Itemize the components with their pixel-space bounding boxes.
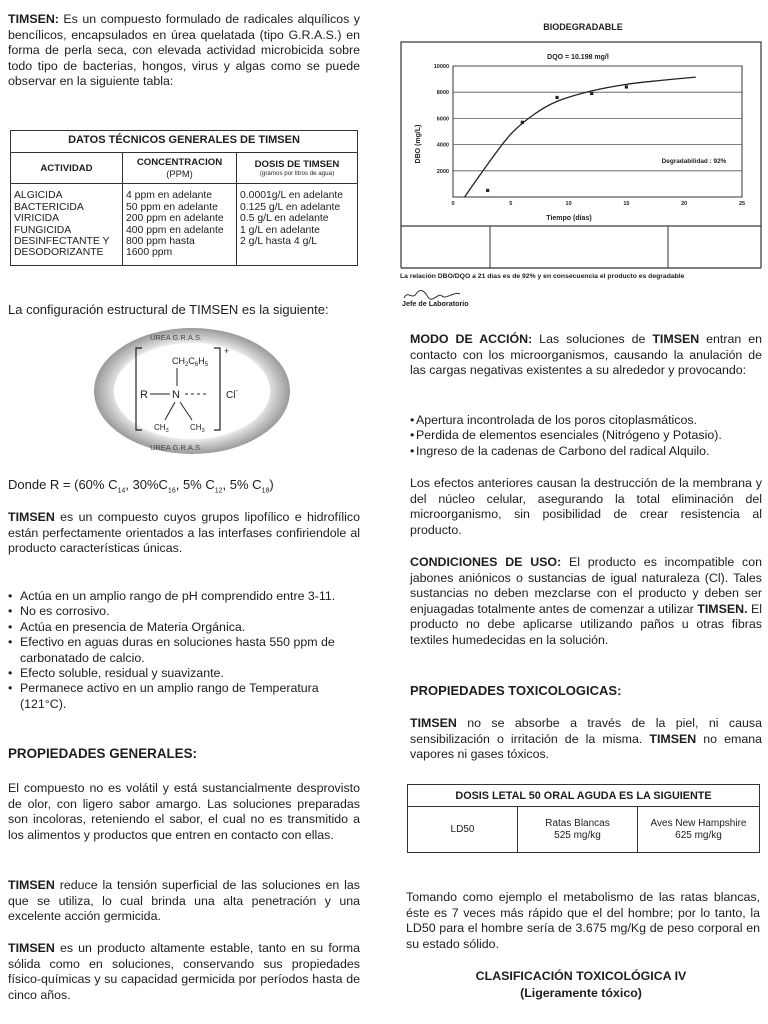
chart-annotation: Degradabilidad : 92% <box>661 158 727 165</box>
chart-data-point <box>590 92 593 95</box>
ld50-ratas: Ratas Blancas 525 mg/kg <box>518 807 638 853</box>
list-item: • Permanece activo en un amplio rango de Temperatura (121°C). <box>8 681 360 712</box>
brand-name: TIMSEN: <box>8 12 59 26</box>
prop-gen-heading: PROPIEDADES GENERALES: <box>8 746 197 761</box>
list-item: • Perdida de elementos esenciales (Nitrógeno y Potasio). <box>410 428 762 443</box>
tension-paragraph: TIMSEN reduce la tensión superficial de las soluciones en las que se utiliza, lo cual brinda una alta penetración y una excelente acción germicida. <box>8 878 360 924</box>
efectos-paragraph: Los efectos anteriores causan la destrucción de la membrana y del núcleo celular, asegurando la total eliminación del microorganismo, sin posibilidad de crear resistencia al producto. <box>410 476 762 537</box>
chart-ytick-label: 8000 <box>436 90 449 97</box>
chart-caption: La relación DBO/DQO a 21 días es de 92% y en consecuencia el producto es degradable <box>400 273 685 280</box>
chart-xtick-label: 10 <box>565 201 572 207</box>
condiciones-paragraph: CONDICIONES DE USO: El producto es incompatible con jabones aniónicos o sustancias de igual naturaleza (Cl). Tales sustancias no deben mezclarse con el producto y deben ser enjuagadas totalmente antes de comenzar a utilizar TIMSEN. El producto no debe aplicarse utilizando paños u otras fibras textiles humedecidas en la solución. <box>410 555 762 647</box>
structure-diagram <box>92 326 292 456</box>
biodegradable-chart <box>398 14 764 270</box>
dosis-cell: 0.0001g/L en adelante 0.125 g/L en adelante 0.5 g/L en adelante 1 g/L en adelante 2 g/L hasta 4 g/L <box>237 184 358 265</box>
chart-data-point <box>555 96 558 99</box>
actividad-cell: ALGICIDA BACTERICIDA VIRICIDA FUNGICIDA DESINFECTANTE Y DESODORIZANTE <box>11 184 123 265</box>
tech-data-table <box>10 130 358 266</box>
chart-xtick-label: 25 <box>738 201 746 207</box>
chart-data-point <box>625 85 628 88</box>
urea-bottom-label: UREA G.R.A.S. <box>149 443 203 452</box>
list-item: • Efectivo en aguas duras en soluciones hasta 550 ppm de carbonatado de calcio. <box>8 635 360 666</box>
clasificacion-subheading: (Ligeramente tóxico) <box>520 986 642 1000</box>
chart-ytick-label: 10000 <box>433 64 449 70</box>
list-item: • Actúa en presencia de Materia Orgánica. <box>8 620 360 635</box>
col-actividad: ACTIVIDAD <box>11 153 123 184</box>
chart-data-point <box>521 121 524 124</box>
ion-cl: Cl- <box>226 388 238 401</box>
tox-heading: PROPIEDADES TOXICOLOGICAS: <box>410 683 622 698</box>
urea-top-label: UREA G.R.A.S. <box>149 333 203 342</box>
signature-label: Jefe de Laboratorio <box>402 299 469 308</box>
col-dosis: DOSIS DE TIMSEN (gramos por litros de agua) <box>237 153 358 184</box>
chart-plot-area <box>453 66 742 197</box>
donde-r-formula: Donde R = (60% $C_{14}$, $30\%C_{16}$, 5% $C_{12}$, 5% $C_{18}$) <box>8 477 274 495</box>
chart-ytick-label: 4000 <box>436 142 449 149</box>
ld50-table <box>407 784 760 853</box>
ld50-caption: DOSIS LETAL 50 ORAL AGUDA ES LA SIGUIENTE <box>408 785 760 807</box>
modo-bullet-list <box>410 413 762 459</box>
chart-series-line <box>465 77 696 197</box>
group-benzyl: $CH_2C_6H_5$ <box>172 356 209 368</box>
prop-gen-paragraph: El compuesto no es volátil y está sustancialmente desprovisto de olor, con ligero sabor amargo. Las soluciones preparadas son incoloras, reteniendo el sabor, el cual no es transmitido a los alimentos y productos que entren en contacto con ellas. <box>8 781 360 842</box>
atom-r: R <box>140 389 148 401</box>
group-ch3-b: $CH_3$ <box>190 423 205 434</box>
concentracion-cell: 4 ppm en adelante 50 ppm en adelante 200 ppm en adelante 400 ppm en adelante 800 ppm hasta 1600 ppm <box>123 184 237 265</box>
clasificacion-heading: CLASIFICACIÓN TOXICOLÓGICA IV <box>475 969 687 983</box>
chart-xlabel: Tiempo (días) <box>546 215 592 222</box>
modo-paragraph: MODO DE ACCIÓN: Las soluciones de TIMSEN entran en contacto con los microorganismos, causando la anulación de las cargas negativas existentes a su alrededor y provocando: <box>410 332 762 378</box>
ld50-label: LD50 <box>408 807 518 853</box>
metabolismo-paragraph: Tomando como ejemplo el metabolismo de las ratas blancas, éste es 7 veces más rápido que el del hombre; por lo tanto, la LD50 para el hombre sería de 3.675 mg/Kg de peso corporal en su estado sólido. <box>406 890 760 951</box>
tox-paragraph: TIMSEN no se absorbe a través de la piel, ni causa sensibilización o irritación de la misma. TIMSEN no emana vapores ni gases tóxicos. <box>410 716 762 762</box>
estable-paragraph: TIMSEN es un producto altamente estable, tanto en su forma sólida como en soluciones, conservando sus propiedades físico-químicas y su capacidad germicida por períodos hasta de cinco años. <box>8 941 360 1002</box>
list-item: • Ingreso de la cadenas de Carbono del radical Alquilo. <box>410 444 762 459</box>
config-text: La configuración estructural de TIMSEN es la siguiente: <box>8 302 329 317</box>
chart-title: BIODEGRADABLE <box>543 22 623 32</box>
atom-n: N <box>172 389 180 401</box>
properties-bullet-list <box>8 589 360 712</box>
chart-xtick-label: 0 <box>451 201 455 207</box>
tech-table-caption: DATOS TÉCNICOS GENERALES DE TIMSEN <box>11 131 358 153</box>
charge-plus: + <box>224 346 230 356</box>
chart-xtick-label: 20 <box>681 201 688 207</box>
col-concentracion: CONCENTRACION (PPM) <box>123 153 237 184</box>
list-item: • Efecto soluble, residual y suavizante. <box>8 666 360 681</box>
chart-subtitle: DQO = 10.198 mg/l <box>547 54 609 61</box>
list-item: • Apertura incontrolada de los poros citoplasmáticos. <box>410 413 762 428</box>
chart-ylabel: DBO (mg/L) <box>415 124 422 164</box>
list-item: • No es corrosivo. <box>8 604 360 619</box>
grupos-paragraph: TIMSEN es un compuesto cuyos grupos lipofílico e hidrofílico están perfectamente orientados a las interfases confiriendole al producto características únicas. <box>8 510 360 556</box>
group-ch3-a: $CH_3$ <box>154 423 169 434</box>
intro-paragraph: TIMSEN: Es un compuesto formulado de radicales alquílicos y bencílicos, encapsulados en úrea quelatada (tipo G.R.A.S.) en forma de perla seca, con elevada actividad microbicida sobre todo tipo de bacterias, hongos, virus y algas como se puede observar en la siguiente tabla: <box>8 12 360 89</box>
chart-frame <box>401 42 761 226</box>
chart-ytick-label: 2000 <box>436 168 449 175</box>
chart-ytick-label: 6000 <box>436 116 449 123</box>
chart-xtick-label: 5 <box>509 201 513 207</box>
chart-xtick-label: 15 <box>623 201 630 207</box>
chart-data-point <box>486 189 489 192</box>
ld50-aves: Aves New Hampshire 625 mg/kg <box>638 807 760 853</box>
list-item: • Actúa en un amplio rango de pH comprendido entre 3-11. <box>8 589 360 604</box>
